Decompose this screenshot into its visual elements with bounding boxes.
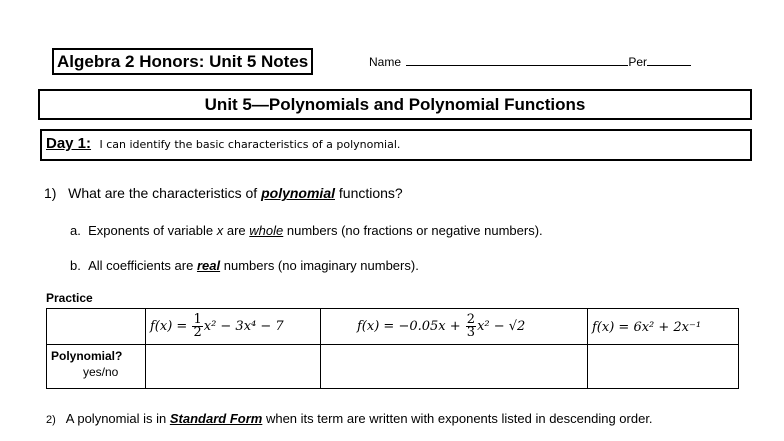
- practice-table: [46, 308, 739, 389]
- q1b-keyword: real: [196, 258, 221, 273]
- question-1a: [70, 223, 543, 238]
- question-2: [46, 411, 653, 426]
- q2-number: 2): [46, 414, 56, 426]
- q1-number: 1): [44, 185, 57, 201]
- yes-no-label: yes/no: [83, 365, 119, 379]
- function-2: f(x) = −0.05x + $\frac{2}{3}$ x² − √2: [357, 312, 526, 340]
- function-2-cell: [321, 309, 588, 345]
- name-per-line: [369, 55, 691, 69]
- table-cell-empty: [47, 309, 146, 345]
- table-row: [47, 309, 739, 345]
- day-label: Day 1:: [46, 135, 92, 152]
- q1b-text-1: All coefficients are: [88, 258, 194, 273]
- day-objective-box: [40, 129, 752, 161]
- row-label-cell: [47, 345, 146, 389]
- q1-keyword: polynomial: [261, 185, 335, 201]
- per-label: Per: [628, 55, 648, 69]
- fraction-2-3: $\frac{2}{3}$: [466, 312, 476, 340]
- answer-cell-1[interactable]: [146, 345, 321, 389]
- q1a-keyword: whole: [249, 223, 284, 238]
- name-label: Name: [369, 55, 402, 69]
- question-1b: [70, 258, 419, 273]
- unit-title-box: [38, 89, 752, 120]
- function-1-cell: [146, 309, 321, 345]
- q2-text-2: when its term are written with exponents listed in descending order.: [265, 411, 653, 426]
- q1-text-before: What are the characteristics of: [68, 185, 258, 201]
- q2-text-1: A polynomial is in: [65, 411, 167, 426]
- name-blank[interactable]: [406, 55, 628, 66]
- function-1: f(x) = $\frac{1}{2}$ x² − 3x⁴ − 7: [150, 312, 284, 340]
- q1a-text-1: Exponents of variable: [88, 223, 214, 238]
- q1b-text-2: numbers (no imaginary numbers).: [223, 258, 419, 273]
- day-objective: I can identify the basic characteristics of a polynomial.: [99, 138, 401, 151]
- q1a-marker: a.: [70, 223, 81, 238]
- function-3: f(x) = 6x² + 2x⁻¹: [592, 319, 702, 335]
- question-1: [44, 185, 403, 201]
- q1a-text-3: numbers (no fractions or negative numbers).: [286, 223, 543, 238]
- fraction-1-2: $\frac{1}{2}$: [193, 312, 202, 340]
- polynomial-row-label: Polynomial?: [51, 349, 123, 363]
- q1a-text-2: are: [226, 223, 246, 238]
- q1-text-after: functions?: [338, 185, 403, 201]
- unit-title: Unit 5—Polynomials and Polynomial Functions: [204, 95, 586, 114]
- answer-cell-2[interactable]: [321, 345, 588, 389]
- q1a-variable: x: [216, 223, 224, 238]
- q1b-marker: b.: [70, 258, 81, 273]
- function-3-cell: [588, 309, 739, 345]
- unit-notes-title: Algebra 2 Honors: Unit 5 Notes: [52, 48, 313, 75]
- per-blank[interactable]: [647, 55, 691, 66]
- table-row: [47, 345, 739, 389]
- practice-heading: Practice: [46, 291, 93, 305]
- answer-cell-3[interactable]: [588, 345, 739, 389]
- q2-keyword: Standard Form: [169, 411, 263, 426]
